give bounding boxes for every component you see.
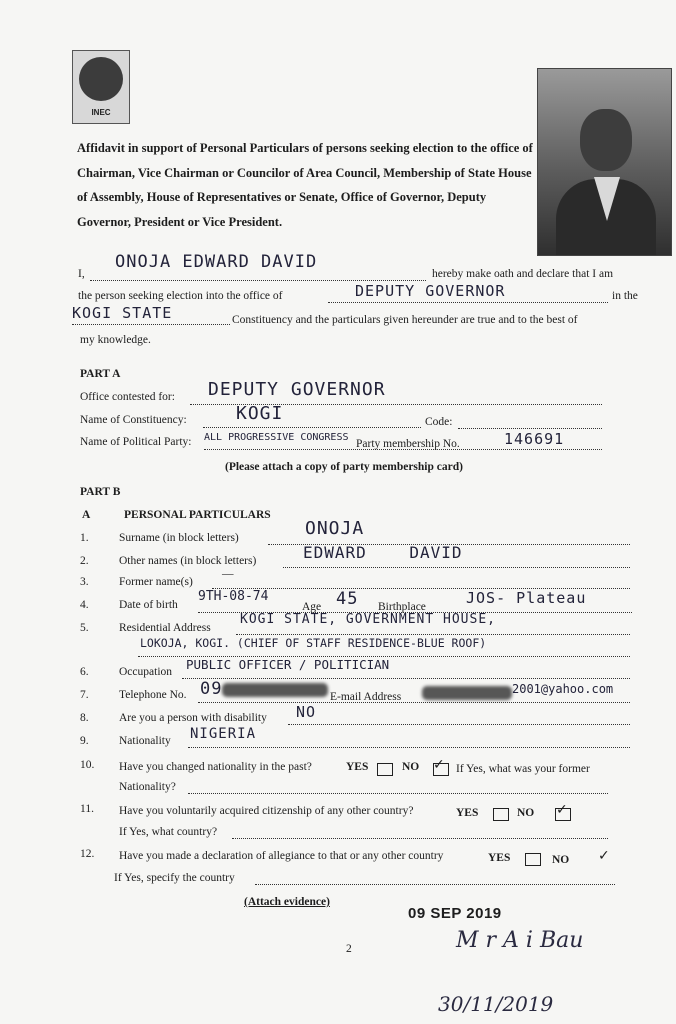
- office-label: Office contested for:: [80, 391, 175, 403]
- section-letter: A: [82, 509, 91, 521]
- row-10-yes-checkbox: [377, 763, 393, 776]
- row-11-yes-checkbox: [493, 808, 509, 821]
- oath-constituency: KOGI STATE: [72, 304, 173, 322]
- row-11-num: 11.: [80, 803, 94, 815]
- nationality-value: NIGERIA: [190, 726, 257, 742]
- row-1-num: 1.: [80, 532, 89, 544]
- row-11-yes: YES: [456, 807, 479, 819]
- row-2-num: 2.: [80, 555, 89, 567]
- row-11-check-icon: ✓: [556, 802, 568, 818]
- row-3-num: 3.: [80, 576, 89, 588]
- address-line2: LOKOJA, KOGI. (CHIEF OF STAFF RESIDENCE-BLUE ROOF): [140, 636, 487, 650]
- signature: M r A i Bau: [456, 928, 584, 953]
- row-12-yes-checkbox: [525, 853, 541, 866]
- birthplace-label: Birthplace: [378, 601, 426, 613]
- row-9-num: 9.: [80, 735, 89, 747]
- row-10-label: Have you changed nationality in the past?: [119, 761, 312, 773]
- row-8-num: 8.: [80, 712, 89, 724]
- disability-value: NO: [296, 703, 317, 721]
- membership-note: (Please attach a copy of party membership card): [225, 461, 463, 473]
- constituency-value: KOGI: [236, 403, 284, 424]
- oath-name: ONOJA EDWARD DAVID: [115, 252, 318, 272]
- row-11-no: NO: [517, 807, 535, 819]
- row-4-num: 4.: [80, 599, 89, 611]
- constituency-label: Name of Constituency:: [80, 414, 187, 426]
- telephone-value: 09: [200, 679, 223, 699]
- row-12-line2: If Yes, specify the country: [114, 872, 235, 884]
- row-12-label: Have you made a declaration of allegiance to that or any other country: [119, 850, 444, 862]
- oath-line3-suffix: Constituency and the particulars given hereunder are true and to the best of: [232, 314, 578, 326]
- row-7-num: 7.: [80, 689, 89, 701]
- oath-line2-suffix: in the: [612, 290, 638, 302]
- oath-office: DEPUTY GOVERNOR: [355, 282, 506, 300]
- row-6-label: Occupation: [119, 666, 173, 678]
- oath-line1-suffix: hereby make oath and declare that I am: [432, 268, 614, 280]
- row-10-line2: Nationality?: [119, 781, 176, 793]
- inec-emblem-icon: [79, 57, 123, 101]
- page-number: 2: [346, 943, 352, 955]
- row-11-line2: If Yes, what country?: [119, 826, 218, 838]
- row-12-yes: YES: [488, 852, 511, 864]
- other-names-value: EDWARD DAVID: [303, 543, 463, 562]
- row-10-tail: If Yes, what was your former: [456, 763, 590, 775]
- former-name-value: —: [222, 568, 234, 580]
- dob-value: 9TH-08-74: [198, 589, 269, 604]
- date-stamp: 09 SEP 2019: [408, 905, 502, 922]
- email-label: E-mail Address: [330, 691, 402, 703]
- attach-evidence: (Attach evidence): [244, 896, 330, 908]
- row-12-num: 12.: [80, 848, 95, 860]
- row-10-yes: YES: [346, 761, 369, 773]
- row-10-num: 10.: [80, 759, 95, 771]
- photo-head: [580, 109, 632, 171]
- occupation-value: PUBLIC OFFICER / POLITICIAN: [186, 657, 390, 672]
- oath-line2-prefix: the person seeking election into the office of: [78, 290, 283, 302]
- age-value: 45: [336, 589, 359, 609]
- redacted-phone: [222, 683, 328, 697]
- row-10-no: NO: [402, 761, 420, 773]
- row-2-label: Other names (in block letters): [119, 555, 257, 567]
- inec-logo: [72, 50, 130, 124]
- office-value: DEPUTY GOVERNOR: [208, 379, 386, 400]
- row-12-no: NO: [552, 854, 570, 866]
- birthplace-value: JOS- Plateau: [466, 589, 587, 607]
- code-label: Code:: [425, 416, 453, 428]
- oath-line4: my knowledge.: [80, 334, 151, 346]
- row-12-check-icon: ✓: [598, 848, 610, 864]
- row-3-label: Former name(s): [119, 576, 193, 588]
- redacted-email: [422, 686, 512, 700]
- oath-prefix: I,: [78, 268, 85, 280]
- row-10-check-icon: ✓: [433, 757, 445, 773]
- address-line1: KOGI STATE, GOVERNMENT HOUSE,: [240, 612, 496, 627]
- logo-text: INEC: [91, 108, 111, 117]
- signature-date: 30/11/2019: [438, 992, 554, 1016]
- membership-value: 146691: [504, 430, 565, 448]
- row-9-label: Nationality: [119, 735, 171, 747]
- passport-photo: [537, 68, 672, 256]
- part-b-heading: PART B: [80, 486, 121, 498]
- surname-value: ONOJA: [305, 518, 365, 539]
- row-11-label: Have you voluntarily acquired citizenship of any other country?: [119, 805, 414, 817]
- age-label: Age: [302, 601, 322, 613]
- membership-label: Party membership No.: [356, 438, 460, 450]
- party-label: Name of Political Party:: [80, 436, 192, 448]
- row-4-label: Date of birth: [119, 599, 178, 611]
- section-title: PERSONAL PARTICULARS: [124, 509, 271, 521]
- party-value: ALL PROGRESSIVE CONGRESS: [204, 432, 349, 443]
- row-5-num: 5.: [80, 622, 89, 634]
- row-8-label: Are you a person with disability: [119, 712, 267, 724]
- row-7-label: Telephone No.: [119, 689, 187, 701]
- email-value: 2001@yahoo.com: [512, 682, 614, 696]
- row-5-label: Residential Address: [119, 622, 211, 634]
- affidavit-intro: Affidavit in support of Personal Particulars of persons seeking election to the office of Chairman, Vice Chairman or Councilor of Area Council, Membership of State House of Assembly, House of Representatives or Senate, Office of Governor, Deputy Governor, President or Vice President.: [77, 141, 533, 229]
- row-1-label: Surname (in block letters): [119, 532, 239, 544]
- part-a-heading: PART A: [80, 368, 121, 380]
- row-6-num: 6.: [80, 666, 89, 678]
